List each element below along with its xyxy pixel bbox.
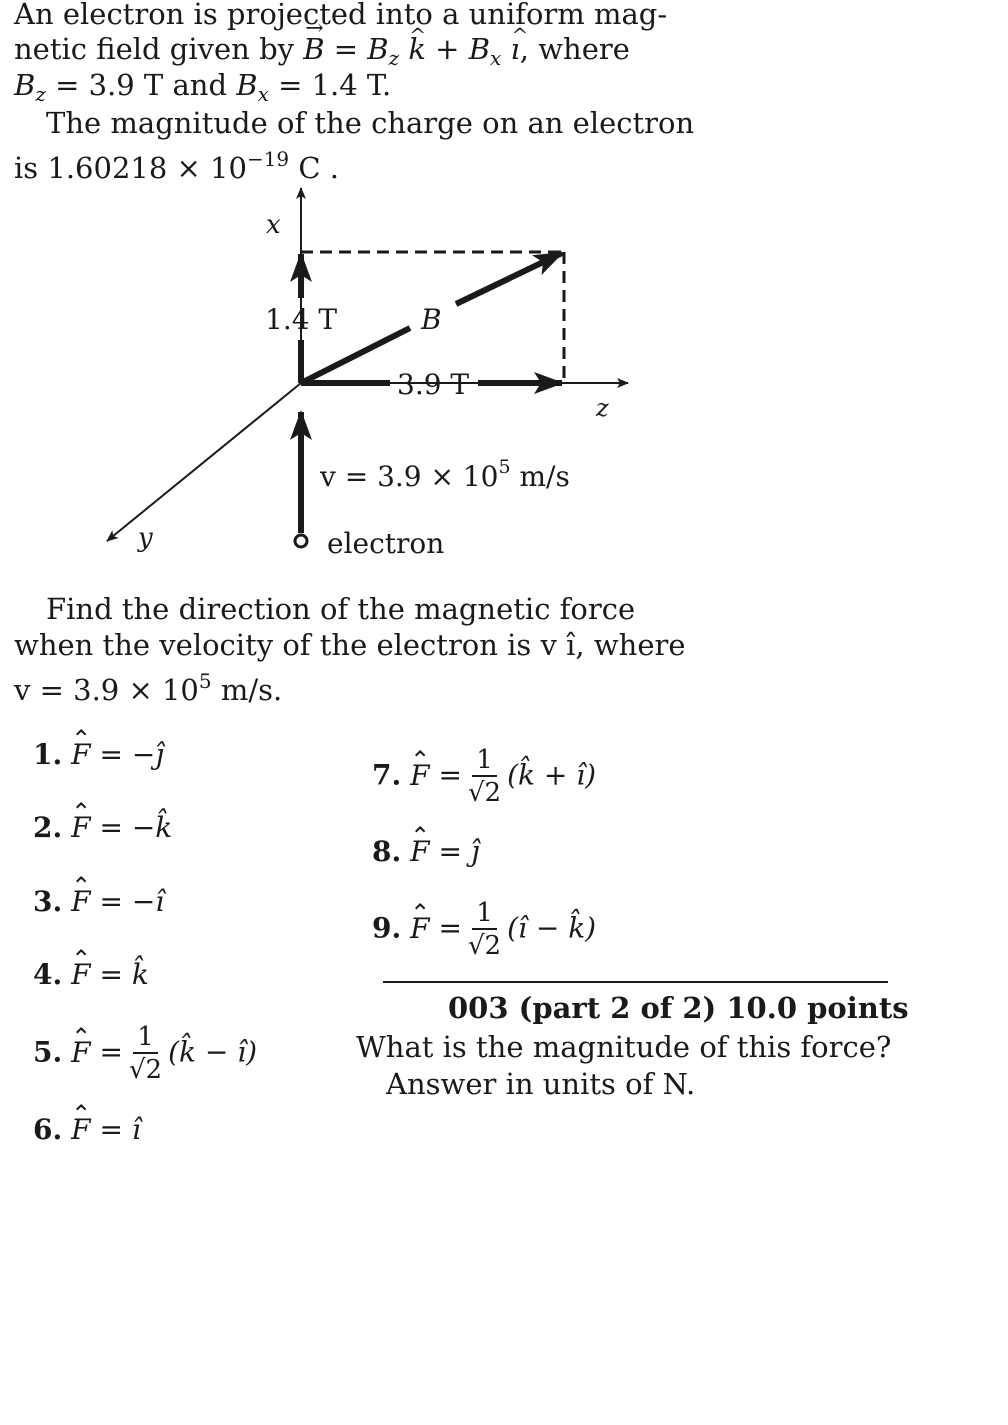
fraction-denominator: √2 [467,931,502,961]
question-velocity: v = 3.9 × 10 [14,673,199,707]
coefficient-fraction [129,1022,162,1086]
choice-number: 5. [33,1035,63,1069]
choice-expression: = k̂ [99,958,149,991]
choice-number: 1. [33,738,63,771]
bz-label: 3.9 T [397,368,470,401]
intro-line-1: An electron is projected into a uniform mag- [14,0,668,31]
charge-unit: C . [289,151,339,185]
choice-5[interactable]: 5. ⌃ F = $\frac{1}{√2}$ (k̂ − î) [33,1022,257,1086]
charge-value: is 1.60218 × 10 [14,151,247,185]
bx-value-text: = 1.4 T. [278,68,392,102]
fraction-numerator: 1 [472,898,497,930]
fraction-denominator: √2 [467,778,502,808]
choice-number: 3. [33,885,63,918]
question-line-1: Find the direction of the magnetic force [46,592,636,626]
choice-expression: = î [99,1113,141,1146]
part-2-question: What is the magnitude of this force? [356,1030,892,1064]
choice-2[interactable]: 2. ⌃ F = −k̂ [33,810,172,846]
b-label: B [421,303,442,336]
choice-8[interactable]: 8. ⌃ F = ĵ [372,834,480,870]
velocity-label [319,456,570,493]
question-velocity-exponent: 5 [198,669,212,693]
choice-expression: (k̂ + î) [507,758,597,792]
b-vector-lower [301,328,410,383]
choice-expression: = −k̂ [99,811,173,844]
fraction-denominator: √2 [128,1055,163,1085]
choice-number: 9. [372,911,402,945]
choice-6[interactable]: 6. ⌃ F = î [33,1112,141,1148]
choice-expression: = −î [99,885,165,918]
choice-expression: (k̂ − î) [168,1035,258,1069]
question-velocity-unit: m/s. [211,673,283,707]
section-divider [383,981,888,983]
intro-line-2-where: where [538,32,630,66]
fraction-numerator: 1 [133,1022,158,1054]
choice-number: 6. [33,1113,63,1146]
choice-expression: (î − k̂) [507,911,597,945]
part-2-header: 003 (part 2 of 2) 10.0 points [448,991,909,1025]
intro-line-2-text: netic field given by [14,32,304,66]
choice-number: 2. [33,811,63,844]
question-line-3 [14,663,282,708]
intro-line-3: $B_z = 3.9$ T and $B_x = 1.4$ T. [14,68,392,106]
choice-number: 8. [372,835,402,868]
z-axis-label: z [596,394,609,422]
velocity-label-text: v = 3.9 × 10 [320,460,499,493]
y-axis-label: y [138,523,153,553]
electron-label: electron [327,527,445,560]
choice-number: 7. [372,758,402,792]
choice-1[interactable]: 1. ⌃ F = −ĵ [33,737,164,773]
bz-value-text: = 3.9 T and [55,68,237,102]
velocity-exponent: 5 [498,456,511,478]
choice-3[interactable]: 3. ⌃ F = −î [33,884,164,920]
intro-line-2: netic field given by → $B = B_z$ ^ $k + B_x$ ^ ı, where [14,31,630,76]
question-line-2: when the velocity of the electron is v î, where [14,628,686,662]
coefficient-fraction [468,745,501,809]
charge-exponent: −19 [246,147,290,171]
b-vector-upper [456,253,562,304]
electron-dot [295,535,307,547]
choice-9[interactable]: 9. ⌃ F = $\frac{1}{√2}$ (î − k̂) [372,898,596,962]
choice-expression: = ĵ [438,835,480,868]
charge-line-1: The magnitude of the charge on an electron [46,106,695,140]
x-axis-label: x [266,210,281,240]
fraction-numerator: 1 [472,745,497,777]
choice-number: 4. [33,958,63,991]
y-axis [107,383,301,541]
choice-7[interactable]: 7. ⌃ F = $\frac{1}{√2}$ (k̂ + î) [372,745,596,809]
velocity-unit: m/s [510,460,570,493]
choice-expression: = −ĵ [99,738,164,771]
bx-label: 1.4 T [265,303,338,336]
part-2-answer-units: Answer in units of N. [386,1067,696,1101]
coefficient-fraction [468,898,501,962]
magnetic-field-diagram [0,0,1008,580]
choice-4[interactable]: 4. ⌃ F = k̂ [33,957,149,993]
